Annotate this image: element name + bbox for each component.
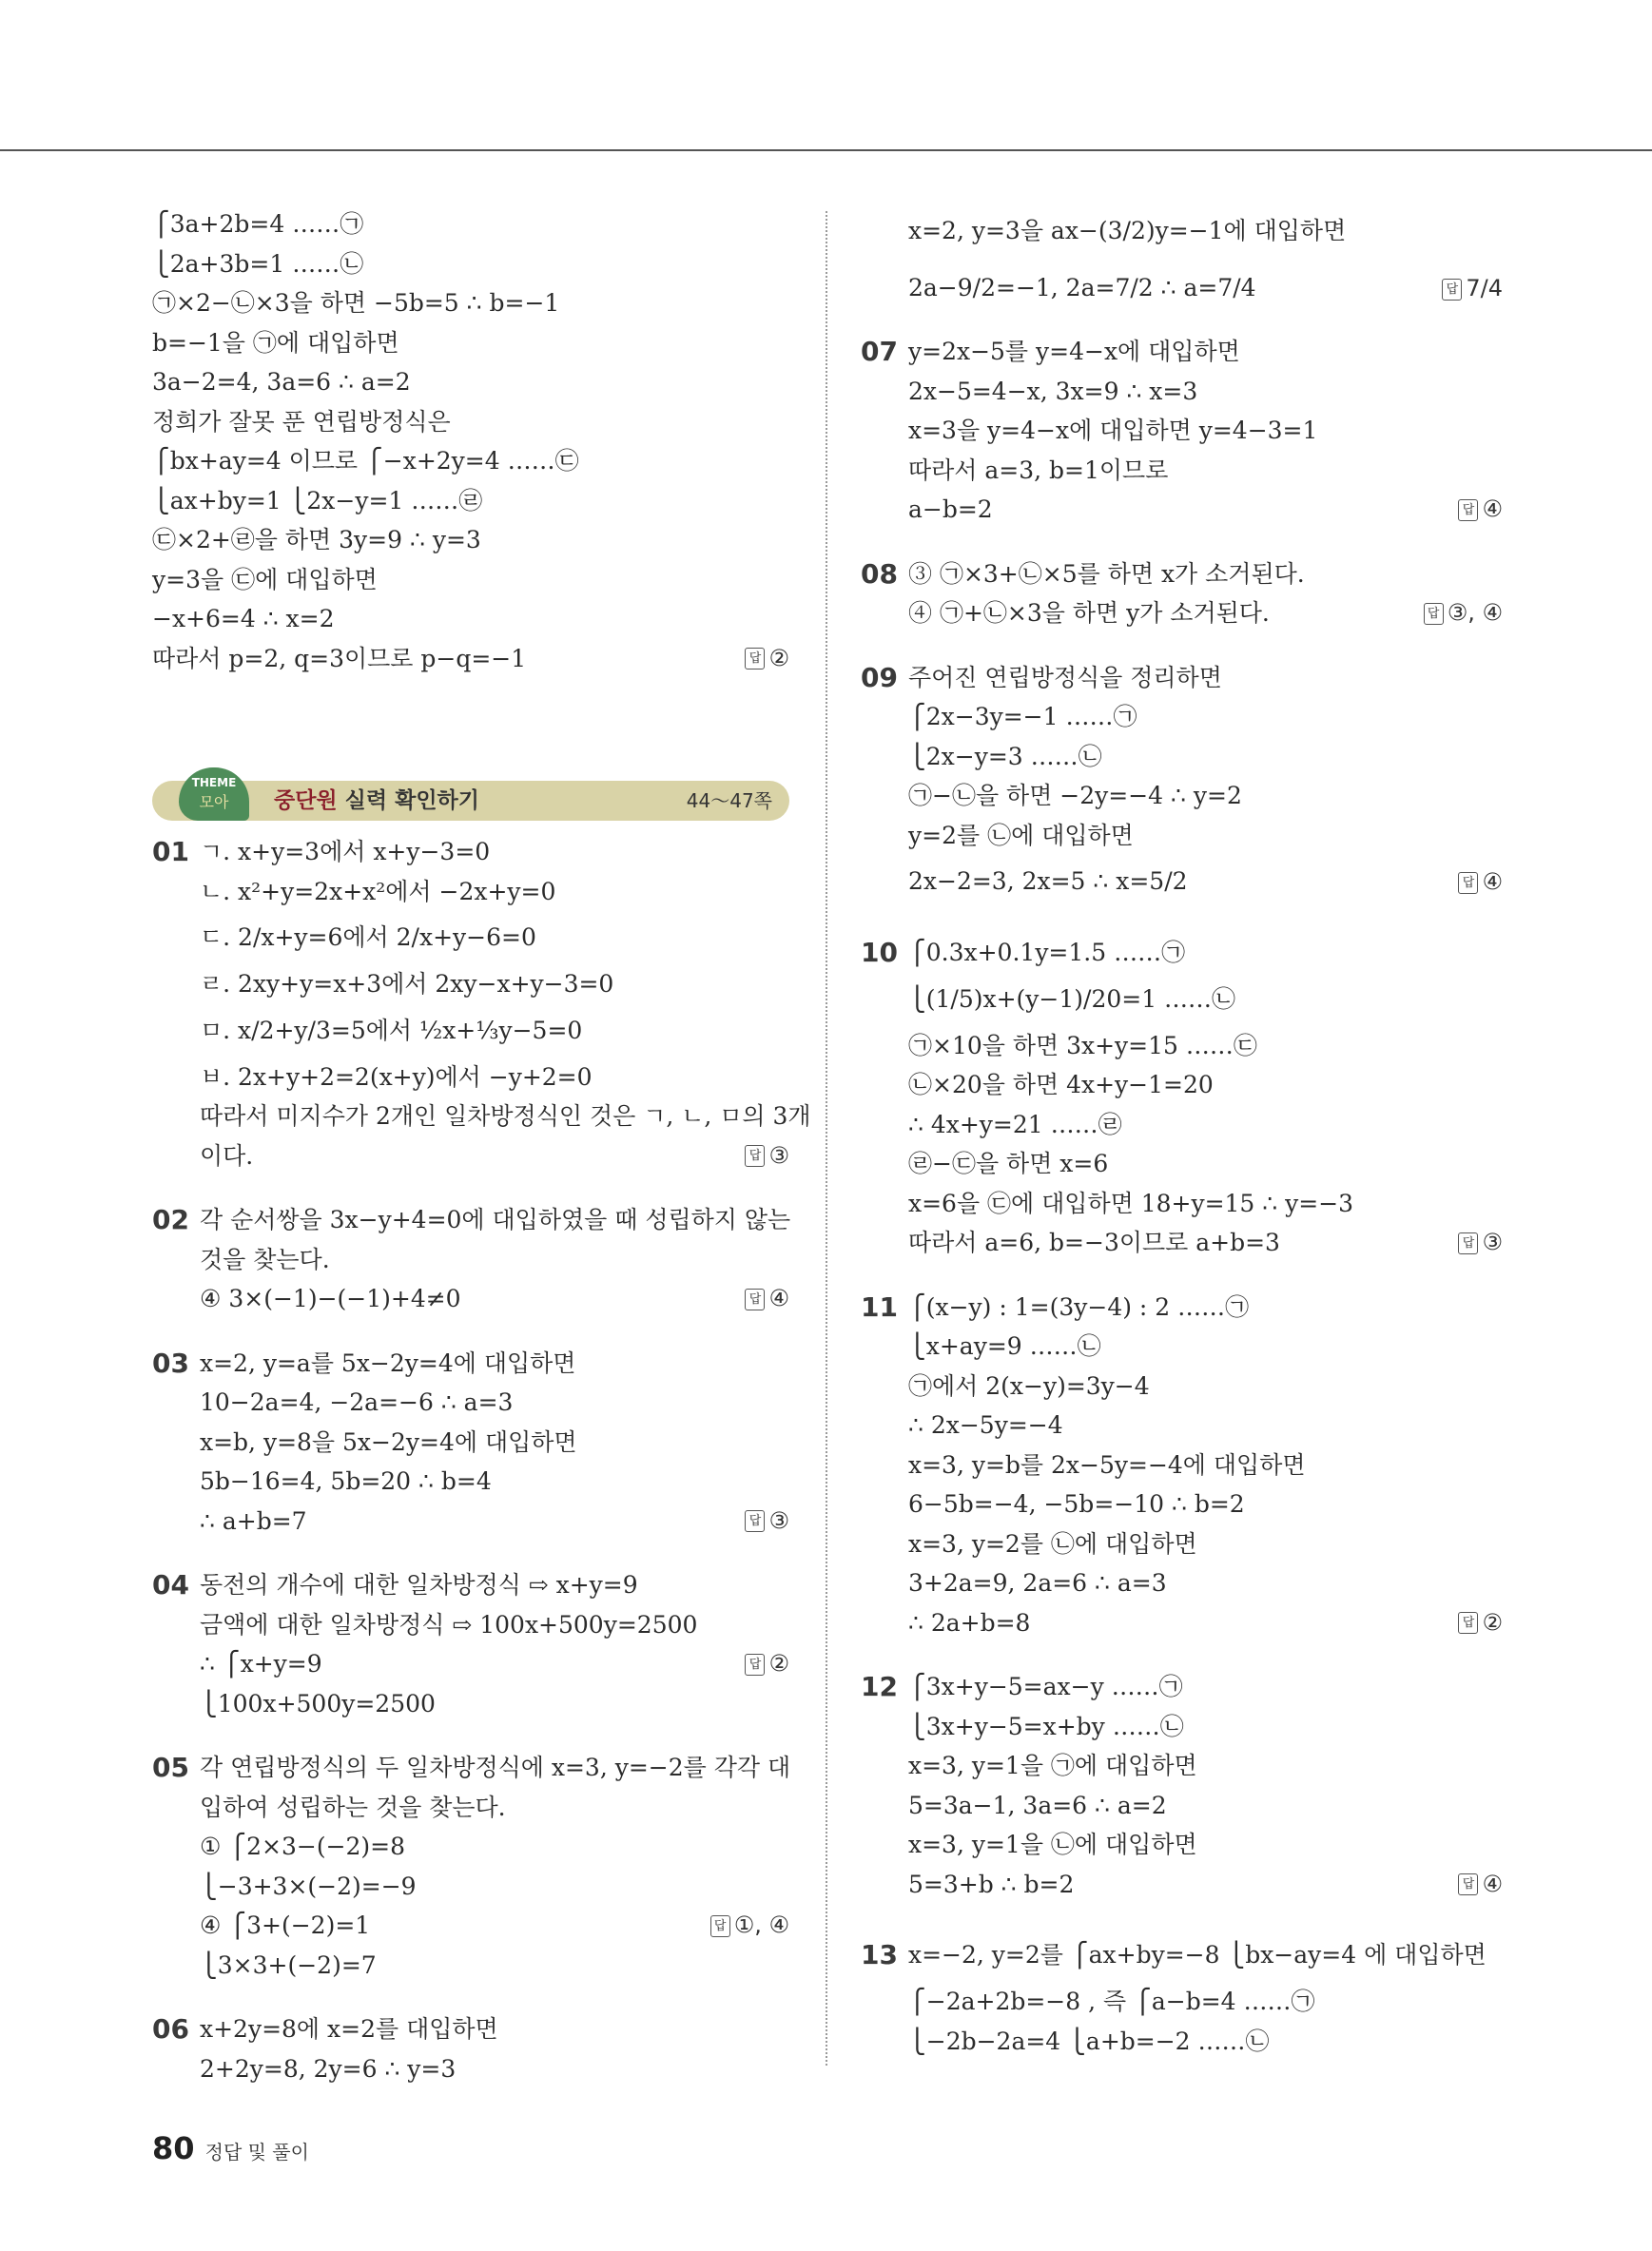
solution-line: 2x−5=4−x, 3x=9 ∴ x=3 (908, 377, 1198, 405)
theme-tag-bottom: 모아 (199, 793, 229, 811)
answer-mark (745, 639, 789, 679)
solution-text: 5=3+b ∴ b=2 (908, 1870, 1075, 1898)
answer-value: ② (768, 644, 789, 671)
solution-line (152, 1279, 789, 1319)
solution-line: x=b, y=8을 5x−2y=4에 대입하면 (200, 1427, 577, 1456)
solution-line: ⎩100x+500y=2500 (200, 1689, 436, 1717)
solution-text: ④ ⎧3+(−2)=1 (200, 1911, 371, 1939)
solution-line: x=2, y=a를 5x−2y=4에 대입하면 (200, 1349, 576, 1377)
solution-line: ㄹ. 2xy+y=x+3에서 2xy−x+y−3=0 (200, 970, 614, 998)
answer-value: ③ (768, 1506, 789, 1534)
solution-line: x=3, y=1을 ㉡에 대입하면 (908, 1831, 1197, 1858)
answer-mark (1458, 1603, 1503, 1643)
answer-mark (745, 1136, 789, 1176)
solution-line: 6−5b=−4, −5b=−10 ∴ b=2 (908, 1490, 1245, 1518)
answer-icon: 답 (745, 1510, 765, 1532)
answer-mark (745, 1644, 789, 1684)
solution-line: ㉠−㉡을 하면 −2y=−4 ∴ y=2 (908, 782, 1242, 809)
solution-line: 3a−2=4, 3a=6 ∴ a=2 (152, 368, 411, 396)
answer-mark (1458, 1865, 1503, 1905)
answer-value: ③ (1482, 1229, 1503, 1255)
solution-line: y=3을 ㉢에 대입하면 (152, 565, 378, 593)
solution-line: 따라서 미지수가 2개인 일차방정식인 것은 ㄱ, ㄴ, ㅁ의 3개 (200, 1102, 811, 1130)
solution-line: ㉢×2+㉣을 하면 3y=9 ∴ y=3 (152, 526, 481, 553)
solution-line: ㅂ. 2x+y+2=2(x+y)에서 −y+2=0 (200, 1062, 593, 1091)
solution-line (152, 1644, 789, 1684)
solution-line: ⎩3x+y−5=x+by ……㉡ (908, 1712, 1184, 1740)
problem-number: 07 (861, 336, 898, 367)
solution-line: ⎩−2b−2a=4 ⎩a+b=−2 ……㉡ (908, 2027, 1270, 2055)
solution-line: ⎧(x−y) : 1=(3y−4) : 2 ……㉠ (908, 1292, 1250, 1321)
answer-mark (745, 1502, 789, 1542)
answer-icon: 답 (745, 648, 765, 669)
footer-label: 정답 및 풀이 (204, 2141, 309, 2164)
problem-number: 01 (152, 836, 189, 867)
theme-title-rest: 실력 확인하기 (337, 788, 479, 813)
answer-value: ② (768, 1650, 789, 1677)
column-divider (826, 211, 827, 2066)
continued-solution (152, 204, 789, 678)
solution-line: x+2y=8에 x=2를 대입하면 (200, 2015, 498, 2043)
solution-line (861, 490, 1503, 530)
theme-title (274, 781, 479, 821)
solution-line: 5=3a−1, 3a=6 ∴ a=2 (908, 1791, 1167, 1819)
solution-line: 주어진 연립방정식을 정리하면 (908, 663, 1222, 691)
solution-line (152, 1502, 789, 1542)
solution-line: ① ⎧2×3−(−2)=8 (200, 1833, 406, 1860)
solution-line: ⎧3a+2b=4 ……㉠ (152, 210, 364, 238)
problem-01 (152, 832, 811, 1175)
problem-10 (861, 933, 1503, 1263)
solution-line: ⎧2x−3y=−1 ……㉠ (908, 703, 1137, 730)
answer-value: ④ (1482, 495, 1503, 522)
answer-icon: 답 (1442, 279, 1462, 301)
problem-05 (152, 1748, 789, 1985)
answer-icon: 답 (710, 1915, 730, 1937)
solution-line: b=−1을 ㉠에 대입하면 (152, 328, 399, 357)
solution-line: x=6을 ㉢에 대입하면 18+y=15 ∴ y=−3 (908, 1189, 1354, 1217)
problem-number: 12 (861, 1671, 898, 1702)
solution-line: 5b−16=4, 5b=20 ∴ b=4 (200, 1467, 492, 1495)
solution-line (152, 1906, 789, 1946)
problem-12 (861, 1667, 1503, 1904)
solution-line: 각 순서쌍을 3x−y+4=0에 대입하였을 때 성립하지 않는 (200, 1206, 791, 1233)
solution-line: 금액에 대한 일차방정식 ⇨ 100x+500y=2500 (200, 1610, 698, 1639)
problem-number: 11 (861, 1290, 898, 1323)
solution-text: a−b=2 (908, 495, 993, 523)
problem-06 (152, 2009, 789, 2088)
problem-04 (152, 1565, 789, 1723)
problem-02 (152, 1200, 789, 1319)
solution-line: ㉣−㉢을 하면 x=6 (908, 1150, 1109, 1177)
answer-icon: 답 (1458, 1232, 1478, 1254)
solution-line: ㄴ. x²+y=2x+x²에서 −2x+y=0 (200, 877, 556, 905)
solution-line (152, 1136, 789, 1176)
answer-value: 7/4 (1466, 275, 1503, 301)
problem-08 (861, 554, 1503, 633)
solution-line (152, 639, 789, 679)
answer-icon: 답 (1424, 603, 1444, 625)
solution-line: ③ ㉠×3+㉡×5를 하면 x가 소거된다. (908, 559, 1305, 588)
solution-line: ⎩ax+by=1 ⎩2x−y=1 ……㉣ (152, 486, 483, 514)
solution-line: 것을 찾는다. (200, 1245, 330, 1273)
problem-07 (861, 332, 1503, 530)
problem-number: 13 (861, 1939, 898, 1970)
problem-06-continued (861, 204, 1503, 319)
solution-line: x=−2, y=2를 ⎧ax+by=−8 ⎩bx−ay=4 에 대입하면 (908, 1941, 1487, 1969)
solution-text: ∴ 2a+b=8 (908, 1608, 1031, 1637)
solution-line: x=3, y=2를 ㉡에 대입하면 (908, 1529, 1197, 1558)
theme-title-highlight: 중단원 (274, 788, 338, 813)
solution-line: ⎩(1/5)x+(y−1)/20=1 ……㉡ (908, 984, 1236, 1013)
answer-icon: 답 (1458, 1612, 1478, 1634)
answer-mark (1424, 593, 1503, 633)
problem-number: 05 (152, 1752, 189, 1783)
solution-line: ⎧0.3x+0.1y=1.5 ……㉠ (908, 939, 1186, 966)
solution-line: ㄱ. x+y=3에서 x+y−3=0 (200, 838, 491, 865)
solution-text: ④ 3×(−1)−(−1)+4≠0 (200, 1285, 461, 1312)
solution-line: ⎩3×3+(−2)=7 (200, 1950, 377, 1979)
solution-line: y=2를 ㉡에 대입하면 (908, 821, 1134, 849)
problem-number: 09 (861, 661, 898, 693)
solution-line: x=3, y=1을 ㉠에 대입하면 (908, 1752, 1197, 1779)
solution-line: 각 연립방정식의 두 일차방정식에 x=3, y=−2를 각각 대 (200, 1754, 791, 1781)
answer-mark (1458, 855, 1503, 908)
header-rule (0, 149, 1652, 151)
problem-number: 02 (152, 1204, 189, 1235)
answer-mark (745, 1279, 789, 1319)
left-column (152, 204, 811, 2088)
answer-value: ③, ④ (1447, 599, 1503, 626)
problem-number: 06 (152, 2013, 189, 2045)
answer-icon: 답 (1458, 499, 1478, 521)
solution-line: ⎧3x+y−5=ax−y ……㉠ (908, 1673, 1183, 1700)
theme-page-range: 44～47쪽 (686, 789, 772, 812)
answer-icon: 답 (745, 1145, 765, 1167)
solution-line: ⎩−3+3×(−2)=−9 (200, 1872, 417, 1900)
answer-value: ② (1482, 1608, 1503, 1636)
answer-mark (1458, 1223, 1503, 1263)
answer-icon: 답 (745, 1654, 765, 1676)
problem-09 (861, 658, 1503, 909)
problem-number: 03 (152, 1347, 189, 1379)
problem-03 (152, 1344, 789, 1542)
problem-number: 08 (861, 557, 898, 590)
theme-tag-top: THEME (191, 776, 237, 789)
answer-value: ①, ④ (733, 1911, 789, 1938)
solution-line: −x+6=4 ∴ x=2 (152, 605, 335, 632)
solution-text: 2a−9/2=−1, 2a=7/2 ∴ a=7/4 (908, 274, 1256, 301)
solution-line: ⎩2a+3b=1 ……㉡ (152, 249, 364, 278)
solution-line: ㉠×2−㉡×3을 하면 −5b=5 ∴ b=−1 (152, 289, 560, 317)
solution-line: 2+2y=8, 2y=6 ∴ y=3 (200, 2054, 457, 2083)
solution-line (861, 855, 1503, 908)
solution-line: ⎩x+ay=9 ……㉡ (908, 1332, 1101, 1360)
solution-line (861, 1223, 1503, 1263)
answer-mark (1458, 490, 1503, 530)
solution-line: ∴ 4x+y=21 ……㉣ (908, 1110, 1122, 1138)
page-footer (152, 2130, 309, 2166)
answer-value: ④ (1482, 868, 1503, 895)
solution-line: ㅁ. x/2+y/3=5에서 ½x+⅓y−5=0 (200, 1016, 583, 1044)
solution-line (861, 593, 1503, 633)
solution-line: x=2, y=3을 ax−(3/2)y=−1에 대입하면 (908, 217, 1347, 244)
problem-number: 10 (861, 937, 898, 968)
solution-text: ∴ a+b=7 (200, 1506, 307, 1535)
answer-value: ③ (768, 1141, 789, 1169)
solution-line (861, 258, 1503, 319)
problem-13 (861, 1929, 1503, 2061)
problem-11 (861, 1288, 1503, 1643)
solution-line: ㉡×20을 하면 4x+y−1=20 (908, 1071, 1214, 1098)
solution-text: 2x−2=3, 2x=5 ∴ x=5/2 (908, 867, 1188, 895)
page-number: 80 (152, 2130, 195, 2166)
theme-tag (179, 767, 249, 821)
solution-line: y=2x−5를 y=4−x에 대입하면 (908, 338, 1240, 365)
theme-banner (152, 767, 789, 821)
right-column (861, 204, 1503, 2061)
answer-icon: 답 (745, 1289, 765, 1310)
solution-line: 10−2a=4, −2a=−6 ∴ a=3 (200, 1388, 514, 1416)
answer-icon: 답 (1458, 872, 1478, 894)
solution-line: ㉠에서 2(x−y)=3y−4 (908, 1371, 1150, 1400)
solution-line (861, 1865, 1503, 1905)
solution-line: 동전의 개수에 대한 일차방정식 ⇨ x+y=9 (200, 1571, 638, 1599)
solution-text: 따라서 a=6, b=−3이므로 a+b=3 (908, 1229, 1280, 1256)
problem-number: 04 (152, 1569, 189, 1601)
solution-line: x=3, y=b를 2x−5y=−4에 대입하면 (908, 1450, 1306, 1479)
answer-value: ④ (1482, 1870, 1503, 1897)
answer-icon: 답 (1458, 1873, 1478, 1895)
solution-line: 입하여 성립하는 것을 찾는다. (200, 1793, 506, 1821)
solution-line: ∴ 2x−5y=−4 (908, 1411, 1063, 1439)
answer-mark (710, 1906, 789, 1946)
solution-line: 정희가 잘못 푼 연립방정식은 (152, 407, 451, 436)
solution-line: x=3을 y=4−x에 대입하면 y=4−3=1 (908, 417, 1318, 444)
solution-line: 따라서 a=3, b=1이므로 (908, 456, 1169, 484)
solution-text: 따라서 p=2, q=3이므로 p−q=−1 (152, 644, 527, 672)
solution-line: ㄷ. 2/x+y=6에서 2/x+y−6=0 (200, 923, 536, 951)
solution-text: ④ ㉠+㉡×3을 하면 y가 소거된다. (908, 599, 1270, 627)
solution-line: ⎧bx+ay=4 이므로 ⎧−x+2y=4 ……㉢ (152, 447, 579, 475)
solution-line: ⎧−2a+2b=−8 , 즉 ⎧a−b=4 ……㉠ (908, 1988, 1315, 2015)
solution-text: ∴ ⎧x+y=9 (200, 1650, 322, 1678)
solution-line (861, 1603, 1503, 1643)
solution-text: 이다. (200, 1141, 254, 1170)
answer-value: ④ (768, 1285, 789, 1311)
answer-mark (1442, 258, 1503, 319)
solution-line: ㉠×10을 하면 3x+y=15 ……㉢ (908, 1031, 1257, 1059)
solution-line: 3+2a=9, 2a=6 ∴ a=3 (908, 1569, 1167, 1597)
solution-line: ⎩2x−y=3 ……㉡ (908, 742, 1102, 770)
